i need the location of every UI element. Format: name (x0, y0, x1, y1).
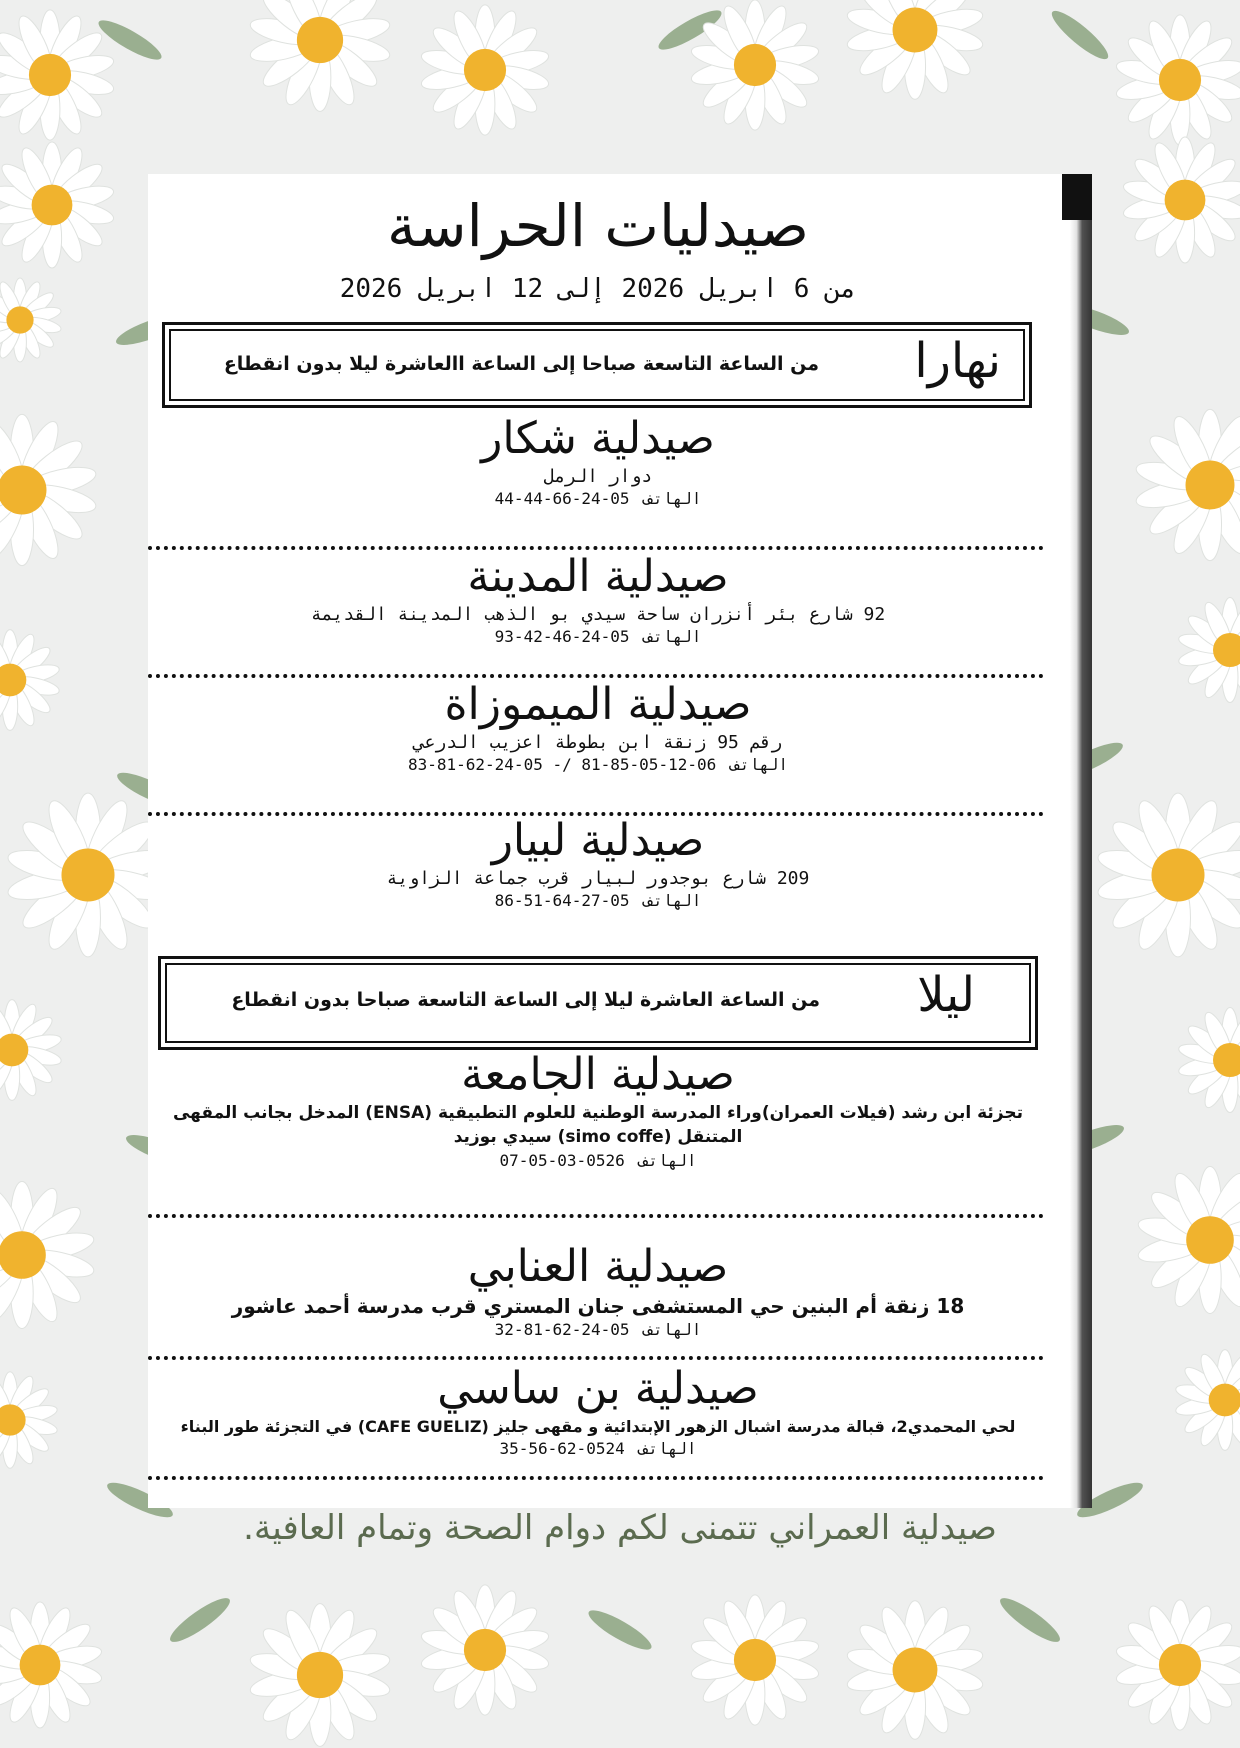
daisy-flower (1174, 1350, 1240, 1451)
day-shift-label: نهارا (914, 333, 1001, 389)
pharmacy-entry (148, 414, 1048, 510)
pharmacy-entry (148, 1364, 1048, 1459)
daisy-flower (0, 1602, 104, 1728)
pharmacy-address: دوار الرمل (543, 465, 653, 487)
phone-label: الهاتف (643, 890, 702, 910)
phone-label: الهاتف (730, 754, 789, 774)
daisy-flower (5, 793, 170, 957)
pharmacy-phone-line (148, 626, 1048, 648)
day-shift-hours: من الساعة التاسعة صباحا إلى الساعة االعاشرة ليلا بدون انقطاع (223, 353, 819, 375)
daisy-flower (1114, 1600, 1240, 1730)
daisy-flower (0, 1372, 59, 1469)
pharmacy-name: صيدلية شكار (481, 413, 715, 464)
dotted-separator (148, 1476, 1044, 1480)
daisy-flower (0, 142, 116, 268)
pharmacy-phone-line (148, 1438, 1048, 1460)
daisy-flower (1177, 1008, 1240, 1113)
daisy-flower (1177, 598, 1240, 703)
pharmacy-phone-line (148, 890, 1048, 912)
daisy-flower (248, 1604, 392, 1747)
page-title: صيدليات الحراسة (386, 192, 810, 260)
daisy-flower (1121, 137, 1240, 263)
pharmacy-phone-line (148, 754, 1048, 776)
phone-label: الهاتف (643, 488, 702, 508)
pharmacy-entry (148, 1242, 1048, 1340)
pharmacy-address: تجزئة ابن رشد (فيلات العمران)وراء المدرسة الوطنية للعلوم التطبيقية (ENSA) المدخل بجانب المقهى (172, 1102, 1023, 1123)
day-shift-box (162, 322, 1032, 408)
pharmacy-name: صيدلية المدينة (467, 551, 729, 602)
duty-pharmacy-sheet (148, 174, 1092, 1508)
daisy-flower (689, 1595, 820, 1725)
dotted-separator (148, 1214, 1044, 1218)
dotted-separator (148, 1356, 1044, 1360)
pharmacy-name: صيدلية لبيار (491, 815, 705, 866)
pharmacy-address-continued: المتنقل (simo coffe) سيدي بوزيد (453, 1127, 743, 1148)
pharmacy-name: صيدلية الجامعة (461, 1049, 735, 1100)
daisy-flower (0, 414, 98, 565)
daisy-flower (0, 10, 116, 140)
daisy-flower (1114, 15, 1240, 145)
pharmacy-phone-line (148, 1150, 1048, 1172)
daisy-flower (1134, 409, 1240, 560)
daisy-flower (845, 1601, 985, 1740)
phone-label: الهاتف (643, 626, 702, 646)
pharmacy-phone-line (148, 1319, 1048, 1341)
pharmacy-name: صيدلية بن ساسي (437, 1363, 759, 1414)
pharmacy-phone: 05-24-46-42-93 (494, 626, 630, 646)
pharmacy-address: 18 زنقة أم البنين حي المستشفى جنان المستري قرب مدرسة أحمد عاشور (231, 1293, 965, 1318)
pharmacy-address: لحي المحمدي2، قبالة مدرسة اشبال الزهور الإبتدائية و مقهى جليز (CAFE GUELIZ) في التجزئة طور البناء (180, 1416, 1016, 1436)
pharmacy-address: 92 شارع بئر أنزران ساحة سيدي بو الذهب المدينة القديمة (310, 603, 886, 625)
daisy-flower (0, 278, 62, 362)
pharmacy-address: رقم 95 زنقة ابن بطوطة اعزيب الدرعي (413, 731, 783, 753)
daisy-flower (248, 0, 392, 111)
pharmacy-name: صيدلية العنابي (467, 1241, 729, 1292)
pharmacy-entry (148, 552, 1048, 648)
leaf-decoration (165, 1592, 234, 1648)
scan-edge (1070, 174, 1092, 1508)
daisy-flower (845, 0, 985, 99)
daisy-flower (419, 5, 550, 135)
daisy-flower (0, 630, 61, 731)
leaf-decoration (995, 1592, 1064, 1648)
pharmacy-name: صيدلية الميموزاة (444, 679, 752, 730)
scan-corner (1062, 174, 1092, 220)
footer-wish: صيدلية العمراني تتمنى لكم دوام الصحة وتمام العافية. (243, 1508, 997, 1548)
daisy-flower (0, 1182, 96, 1329)
leaf-decoration (1047, 5, 1114, 65)
leaf-decoration (584, 1604, 655, 1656)
dotted-separator (148, 674, 1044, 678)
pharmacy-phone-line (148, 488, 1048, 510)
night-shift-hours: من الساعة العاشرة ليلا إلى الساعة التاسعة صباحا بدون انقطاع (231, 989, 820, 1011)
daisy-flower (1136, 1167, 1240, 1314)
pharmacy-phone: 05-27-64-51-86 (494, 890, 630, 910)
daisy-flower (1095, 793, 1240, 957)
night-shift-label: ليلا (917, 967, 975, 1023)
phone-label: الهاتف (638, 1150, 697, 1170)
pharmacy-entry (148, 1050, 1048, 1171)
dotted-separator (148, 546, 1044, 550)
phone-label: الهاتف (638, 1438, 697, 1458)
date-range: من 6 ابريل 2026 إلى 12 ابريل 2026 (339, 274, 857, 304)
pharmacy-phone: 0524-62-56-35 (499, 1438, 625, 1458)
pharmacy-phone: 05-24-66-44-44 (494, 488, 630, 508)
pharmacy-phone: 06-12-05-85-81 /- 05-24-62-81-83 (407, 754, 717, 774)
night-shift-box (158, 956, 1038, 1050)
pharmacy-entry (148, 816, 1048, 912)
daisy-flower (419, 1585, 550, 1715)
pharmacy-address: 209 شارع بوجدور لبيار قرب جماعة الزاوية (386, 867, 810, 889)
pharmacy-phone: 05-24-62-81-32 (494, 1319, 630, 1339)
phone-label: الهاتف (643, 1319, 702, 1339)
pharmacy-phone: 0526-03-05-07 (499, 1150, 625, 1170)
pharmacy-entry (148, 680, 1048, 776)
daisy-flower (0, 1000, 63, 1101)
